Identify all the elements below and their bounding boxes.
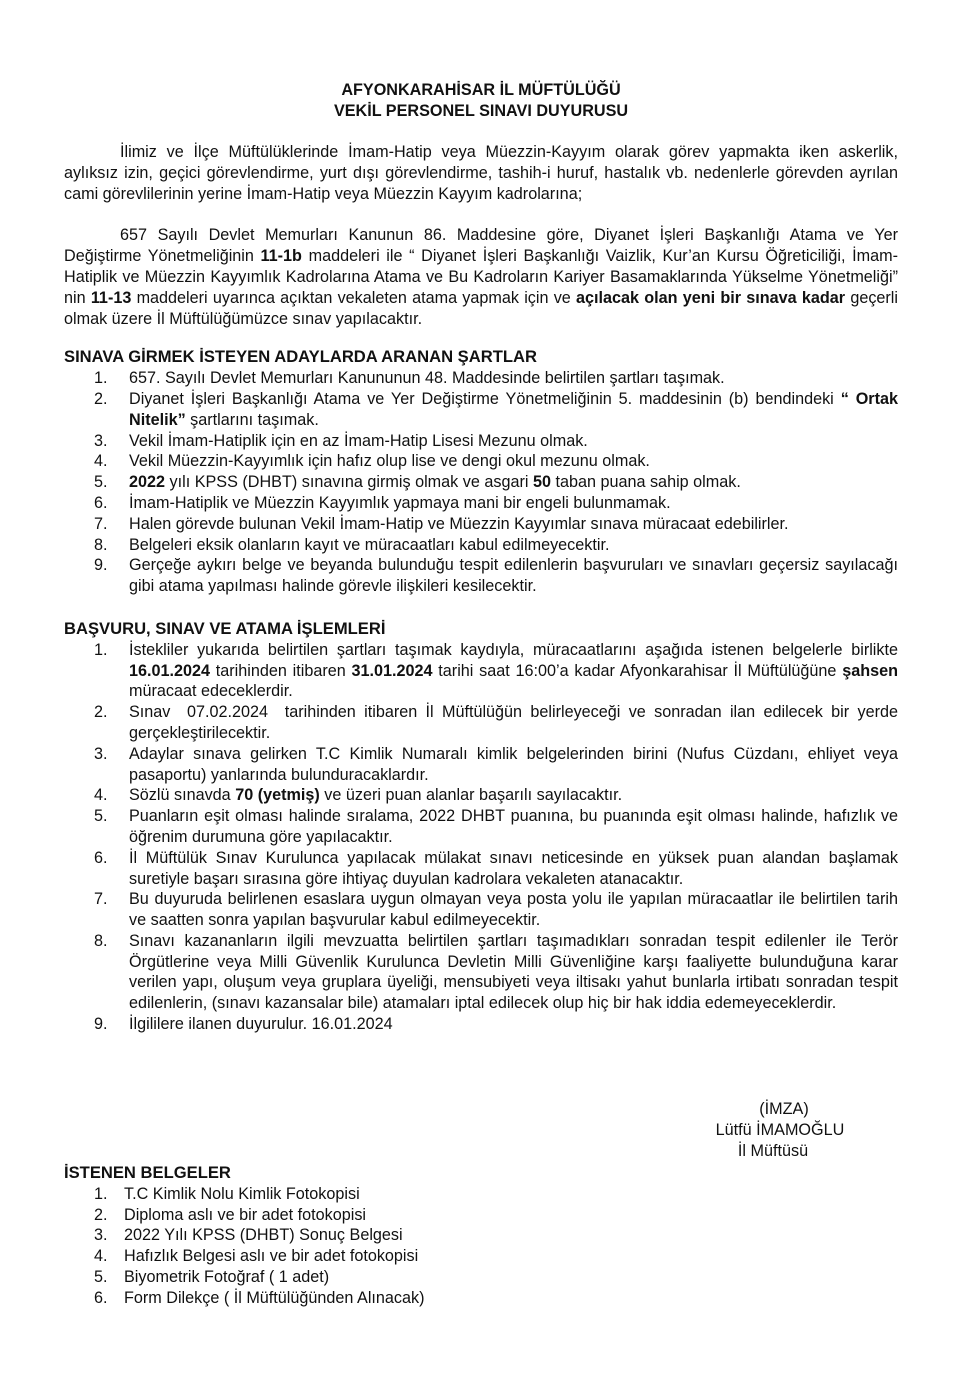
list-item: 5. 2022 yılı KPSS (DHBT) sınavına girmiş olmak ve asgari 50 taban puana sahip olmak. [94, 473, 741, 492]
signature-role: İl Müftüsü [737, 1142, 809, 1160]
list-item: 8. Belgeleri eksik olanların kayıt ve müracaatları kabul edilmeyecektir. [94, 535, 610, 554]
title-line-1: AFYONKARAHİSAR İL MÜFTÜLÜĞÜ [341, 81, 621, 99]
list-item: 4. Vekil Müezzin-Kayyımlık için hafız olup lise ve dengi okul mezunu olmak. [94, 452, 650, 471]
requirements-heading: SINAVA GİRMEK İSTEYEN ADAYLARDA ARANAN ŞARTLAR [64, 347, 537, 367]
list-item: 3. Vekil İmam-Hatiplik için en az İmam-Hatip Lisesi Mezunu olmak. [94, 431, 588, 450]
list-item: 1. 657. Sayılı Devlet Memurları Kanununun 48. Maddesinde belirtilen şartları taşımak. [94, 369, 725, 388]
list-item: 1. T.C Kimlik Nolu Kimlik Fotokopisi [94, 1184, 360, 1203]
signature-block [700, 1099, 860, 1162]
list-item: 2. Sınav 07.02.2024 tarihinden itibaren İl Müftülüğün belirleyeceği ve sonradan ilan edilecek bir yerde gerçekleştirilecektir. [94, 703, 903, 742]
documents-heading: İSTENEN BELGELER [64, 1163, 231, 1182]
procedures-heading: BAŞVURU, SINAV VE ATAMA İŞLEMLERİ [64, 618, 386, 638]
list-item: 3. 2022 Yılı KPSS (DHBT) Sonuç Belgesi [94, 1226, 403, 1245]
list-item: 1. İstekliler yukarıda belirtilen şartları taşımak kaydıyla, müracaatlarını aşağıda istenen belgelerle birlikte 16.01.2024 tarihinden itibaren 31.01.2024 tarihi saat 16:00’a kadar Afyonkarahisar İl Müftülüğüne şahsen müracaat edeceklerdir. [94, 640, 898, 701]
list-item: 2. Diyanet İşleri Başkanlığı Atama ve Yer Değiştirme Yönetmeliğinin 5. maddesinin (b) bendindeki “ Ortak Nitelik” şartlarını taşımak. [94, 389, 898, 429]
signature-name: Lütfü İMAMOĞLU [715, 1121, 845, 1139]
list-item: 6. Form Dilekçe ( İl Müftülüğünden Alınacak) [94, 1288, 425, 1307]
list-item: 5. Puanların eşit olması halinde sıralama, 2022 DHBT puanına, bu puanında eşit olması halinde, hafızlık ve öğrenim durumuna göre yapılacaktır. [94, 807, 898, 846]
documents-list [64, 1184, 664, 1309]
document-page [64, 80, 903, 1035]
list-item: 7. Halen görevde bulunan Vekil İmam-Hatip ve Müezzin Kayyımlar sınava müracaat edebilirler. [94, 514, 789, 533]
list-item: 4. Hafızlık Belgesi aslı ve bir adet fotokopisi [94, 1247, 419, 1266]
list-item: 2. Diploma aslı ve bir adet fotokopisi [94, 1205, 367, 1224]
title-line-2: VEKİL PERSONEL SINAVI DUYURUSU [333, 102, 629, 120]
list-item: 7. Bu duyuruda belirlenen esaslara uygun olmayan veya posta yolu ile yapılan müracaatlar ile belirtilen tarih ve saatten sonra yapılan başvurular kabul edilmeyecektir. [94, 890, 898, 930]
list-item: 8. Sınavı kazananların ilgili mevzuatta belirtilen şartları taşımadıkları sonradan tespit edilenler ile Terör Örgütlerine veya Milli Güvenlik Kurulunca Devletin Milli Güvenliğine karşı faaliyette bulunduğuna karar verilen yapı, oluşum veya gruplara üyeliği, mensubiyeti veya iltisakı yahut bunlarla irtibatı sonradan tespit edilenlerin, (sınavı kazansalar bile) atamaları iptal edilecek olup hiç bir hak iddia edemeyeceklerdir. [94, 931, 898, 1013]
document-title [64, 80, 898, 122]
list-item: 3. Adaylar sınava gelirken T.C Kimlik Numaralı kimlik belgelerinden birini (Nufus Cüzdanı, ehliyet veya pasaportu) yanlarında bulunduracaklardır. [94, 744, 898, 784]
list-item: 4. Sözlü sınavda 70 (yetmiş) ve üzeri puan alanlar başarılı sayılacaktır. [94, 786, 623, 805]
intro-paragraph-1: İlimiz ve İlçe Müftülüklerinde İmam-Hatip veya Müezzin-Kayyım olarak görev yapmakta iken askerlik, aylıksız izin, geçici görevlendirme, yurt dışı görevlendirme, tashih-i huruf, hastalık vb. nedenlerle görevden ayrılan cami görevlilerinin yerine İmam-Hatip veya Müezzin Kayyım kadrolarına; [64, 143, 898, 203]
list-item: 5. Biyometrik Fotoğraf ( 1 adet) [94, 1267, 330, 1286]
list-item: 9. İlgililere ilanen duyurulur. 16.01.2024 [94, 1015, 393, 1034]
list-item: 6. İmam-Hatiplik ve Müezzin Kayyımlık yapmaya mani bir engeli bulunmamak. [94, 493, 671, 512]
procedures-list [64, 640, 903, 1035]
list-item: 6. İl Müftülük Sınav Kurulunca yapılacak mülakat sınavı neticesinde en yüksek puan alandan başlamak suretiyle başarı sırasına göre ihtiyaç duyulan kadrolara vekaleten atanacaktır. [94, 848, 898, 888]
signature-imza: (İMZA) [759, 1100, 809, 1118]
list-item: 9. Gerçeğe aykırı belge ve beyanda bulunduğu tespit edilenlerin başvuruları ve sınavları geçersiz sayılacağı gibi atama yapılması halinde görevle ilişkileri kesilecektir. [94, 556, 898, 596]
requirements-list [64, 368, 898, 597]
documents-section [64, 1163, 664, 1309]
intro-paragraph-2: 657 Sayılı Devlet Memurları Kanunun 86. Maddesine göre, Diyanet İşleri Başkanlığı Atama ve Yer Değiştirme Yönetmeliğinin 11-1b maddeleri ile “ Diyanet İşleri Başkanlığı Vaizlik, Kur’an Kursu Öğreticiliği, İmam- Hatiplik ve Müezzin Kayyımlık Kadrolarına Atama ve Bu Kadroların Kariyer Basamaklarında Yükselme Yönetmeliği” nin 11-13 maddeleri uyarınca açıktan vekaleten atama yapmak için ve açılacak olan yeni bir sınava kadar geçerli olmak üzere İl Müftülüğümüzce sınav yapılacaktır. [64, 226, 898, 328]
